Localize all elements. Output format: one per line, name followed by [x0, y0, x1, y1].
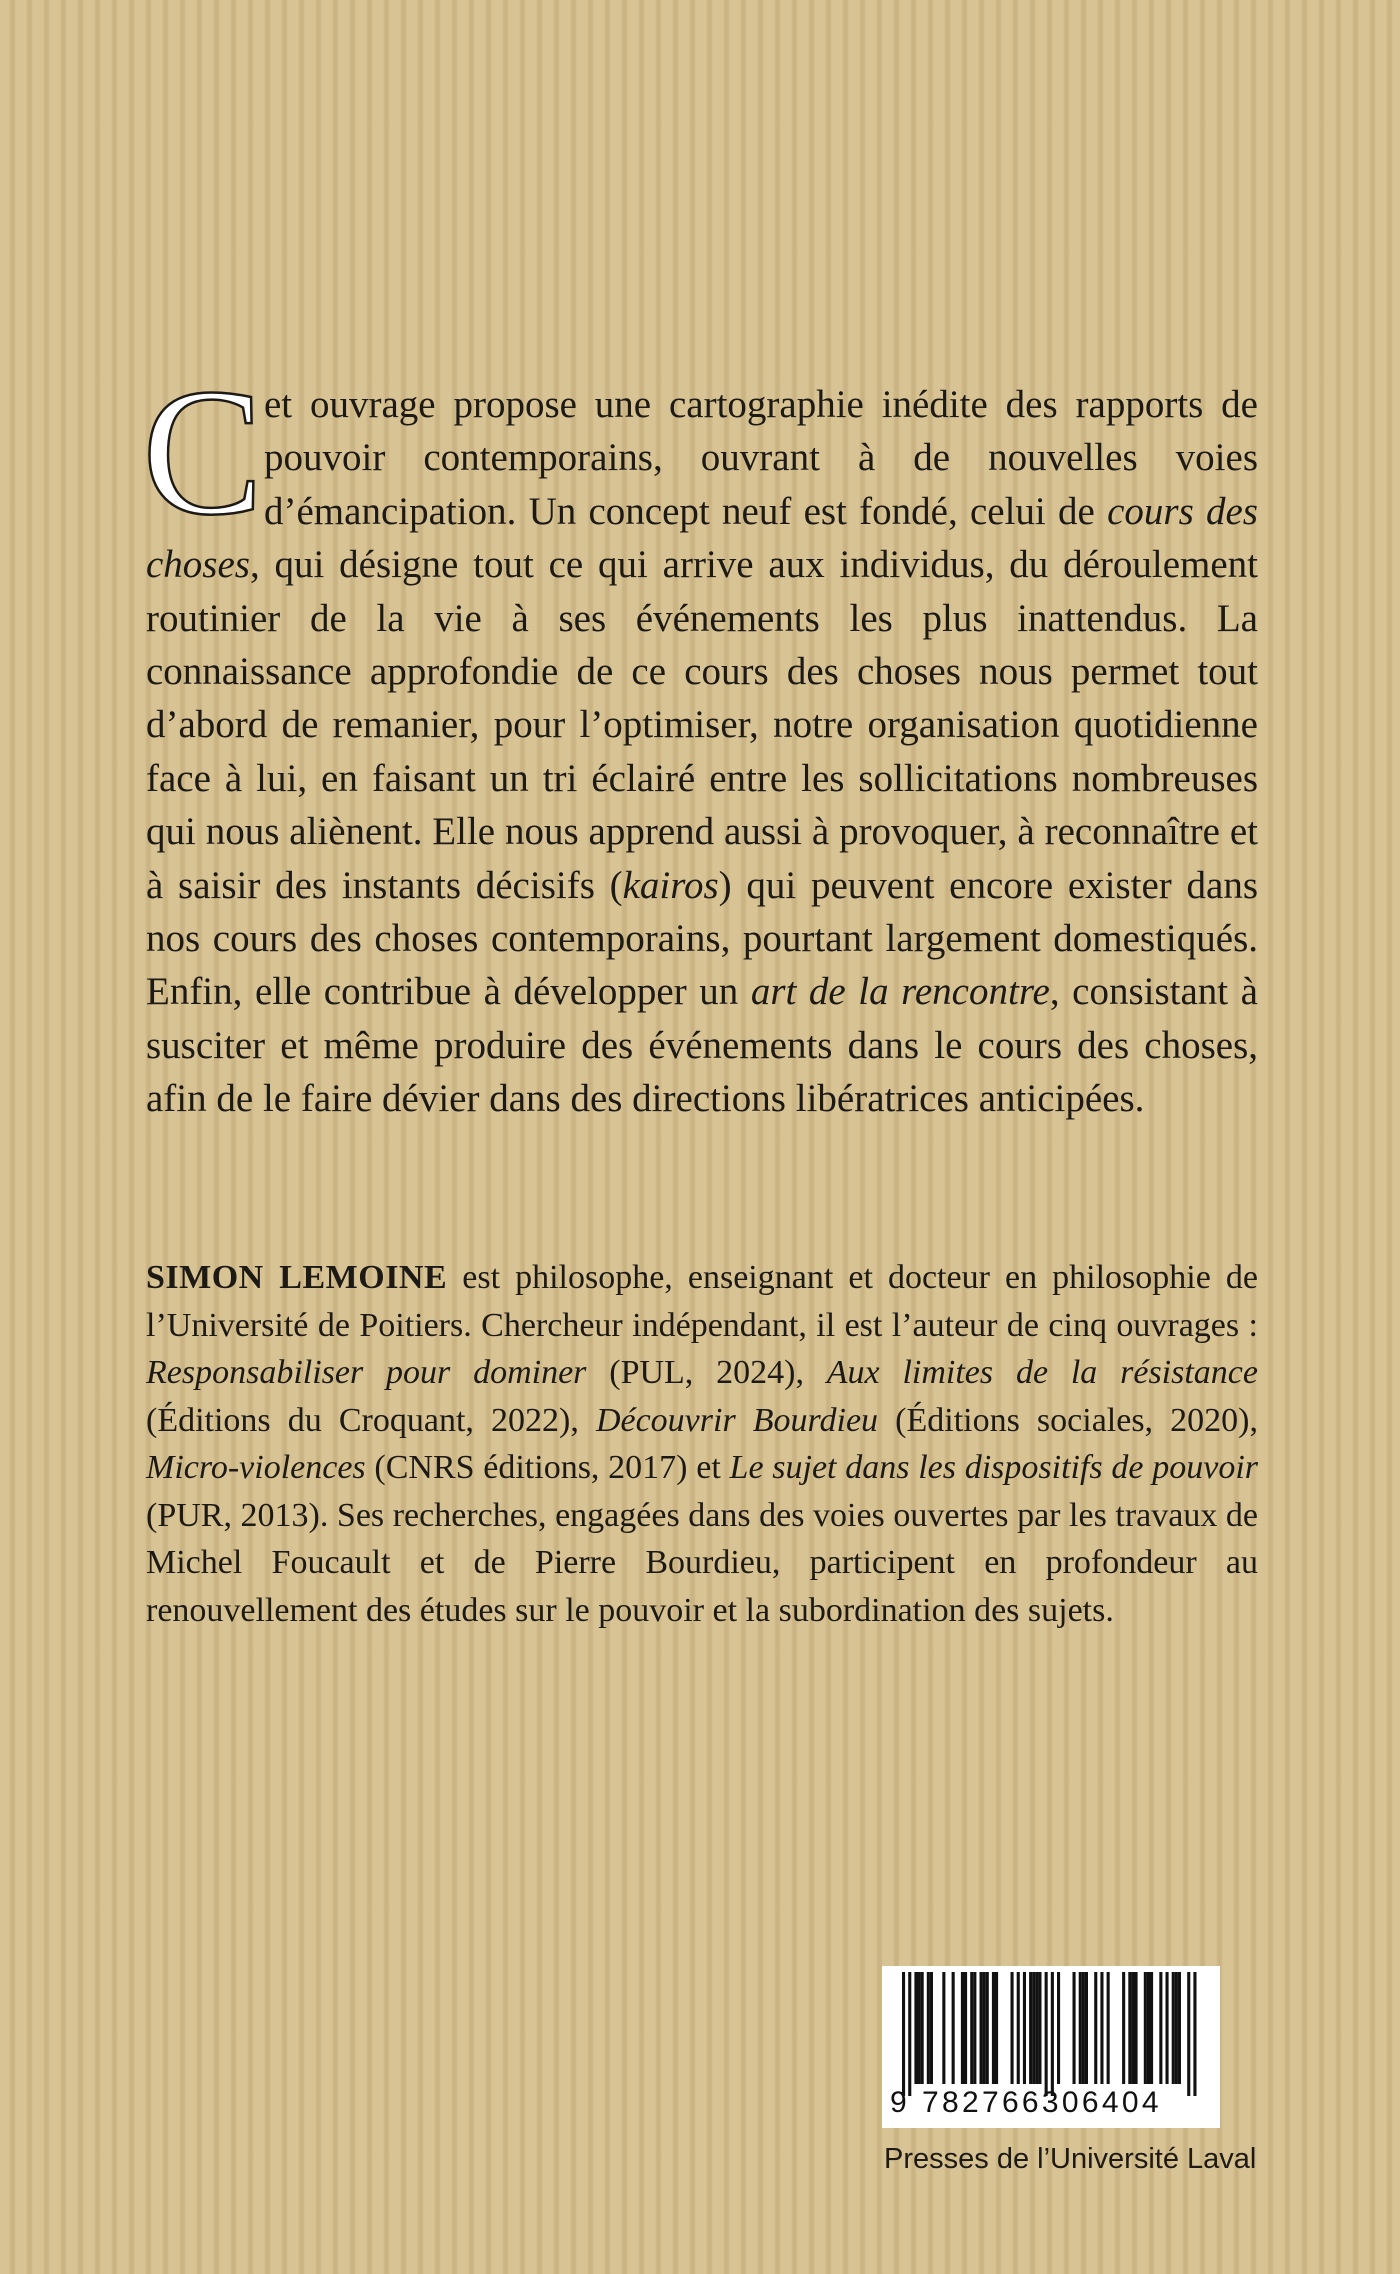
barcode-bar [1032, 1972, 1035, 2084]
barcode-bar [1011, 1972, 1014, 2084]
book-title: Le sujet dans les dispositifs de pouvoir [729, 1449, 1258, 1486]
barcode-bar [1038, 1972, 1041, 2084]
bio-text: (Éditions sociales, 2020), [878, 1401, 1258, 1439]
blurb-italic-term: kairos [622, 863, 719, 907]
barcode-first-digit: 9 [890, 2086, 907, 2119]
barcode-bar [1057, 1972, 1060, 2084]
blurb-italic-term: art de la rencontre [750, 970, 1050, 1014]
barcode-bar [961, 1972, 964, 2084]
book-title: Découvrir Bourdieu [595, 1401, 879, 1439]
barcode-bar [1107, 1972, 1110, 2084]
book-title: Micro-violences [146, 1449, 366, 1486]
barcode-bar [942, 1972, 945, 2084]
blurb-text: , consistant à susciter et même produire des événements dans le cours des choses, afin de le faire dévier dans des directions libératrices anticipées. [146, 970, 1258, 1121]
blurb-italic-term: cours des choses [146, 489, 1258, 587]
barcode-bar [1175, 1972, 1178, 2084]
barcode-bar [1150, 1972, 1153, 2084]
barcode-bar [1159, 1972, 1162, 2084]
blurb-text: et ouvrage propose une cartographie inédite des rapports de pouvoir contemporains, ouvrant à de nouvelles voies d’émancipation. Un concept neuf est fondé, celui de [264, 383, 1258, 533]
author-bio [146, 1254, 1258, 1634]
blurb-text: ) qui peuvent encore exister dans nos cours des choses contemporains, pourtant largement domestiqués. Enfin, elle contribue à développer un [146, 863, 1258, 1014]
barcode-bar [927, 1972, 930, 2084]
barcode-bar [1029, 1972, 1032, 2084]
barcode-bar [986, 1972, 989, 2084]
barcode-bar [980, 1972, 983, 2084]
barcode-number: 782766306404 [922, 2086, 1162, 2119]
bio-text: (CNRS éditions, 2017) et [365, 1449, 730, 1486]
bio-text: (PUL, 2024), [586, 1354, 827, 1391]
barcode-guard-bar [908, 1972, 911, 2096]
barcode-bar [1017, 1972, 1020, 2084]
barcode-bar [921, 1972, 924, 2084]
blurb-text: , qui désigne tout ce qui arrive aux individus, du déroulement routinier de la vie à ses événements les plus inattendus. La connaissance approfondie de ce cours des choses nous permet tout d’abord de remanier, pour l’optimiser, notre organisation quotidienne face à lui, en faisant un tri éclairé entre les sollicitations nombreuses qui nous aliènent. Elle nous apprend aussi à provoquer, à reconnaître et à saisir des instants décisifs ( [146, 543, 1258, 907]
barcode-bar [1100, 1972, 1103, 2084]
barcode-bar [1079, 1972, 1082, 2084]
barcode-bar [973, 1972, 976, 2084]
author-name: SIMON LEMOINE [146, 1259, 448, 1296]
book-title: Aux limites de la résistance [826, 1354, 1258, 1391]
barcode-guard-bar [1051, 1972, 1054, 2096]
barcode-bar [1128, 1972, 1131, 2084]
barcode-bar [952, 1972, 955, 2084]
book-title: Responsabiliser pour dominer [146, 1354, 587, 1391]
barcode-bar [1082, 1972, 1085, 2084]
bio-text: (Éditions du Croquant, 2022), [146, 1401, 596, 1439]
barcode-bar [914, 1972, 917, 2084]
barcode-bar [970, 1972, 973, 2084]
barcode-bar [1122, 1972, 1125, 2084]
barcode-bar [918, 1972, 921, 2084]
barcode-bar [964, 1972, 967, 2084]
drop-cap: C [142, 352, 264, 553]
barcode-bar [1166, 1972, 1169, 2084]
barcode-bar [1131, 1972, 1134, 2084]
back-cover-blurb [142, 352, 1258, 1126]
barcode-bar [1073, 1972, 1076, 2084]
barcode-bar [995, 1972, 998, 2084]
barcode-bar [1085, 1972, 1088, 2084]
barcode-bar [1144, 1972, 1147, 2084]
barcode-guard-bar [1045, 1972, 1048, 2096]
bio-text: (PUR, 2013). Ses recherches, engagées dans des voies ouvertes par les travaux de Michel Foucault et de Pierre Bourdieu, participent en profondeur au renouvellement des études sur le pouvoir et la subordination des sujets. [146, 1496, 1258, 1629]
barcode-bar [1178, 1972, 1181, 2084]
barcode-bar [930, 1972, 933, 2084]
publisher-name: Presses de l’Université Laval [884, 2143, 1257, 2175]
barcode-guard-bar [902, 1972, 905, 2096]
barcode-bar [1135, 1972, 1138, 2084]
bio-text: est philosophe, enseignant et docteur en philosophie de l’Université de Poitiers. Chercheur indépendant, il est l’auteur de cinq ouvrages : [146, 1259, 1258, 1344]
barcode-bar [1023, 1972, 1026, 2084]
barcode-bar [1147, 1972, 1150, 2084]
barcode-bar [1094, 1972, 1097, 2084]
isbn-barcode [882, 1966, 1220, 2128]
barcode-bar [983, 1972, 986, 2084]
barcode-bar [992, 1972, 995, 2084]
barcode-guard-bar [1193, 1972, 1196, 2096]
barcode-bar [1035, 1972, 1038, 2084]
barcode-bar [1172, 1972, 1175, 2084]
barcode-guard-bar [1187, 1972, 1190, 2096]
